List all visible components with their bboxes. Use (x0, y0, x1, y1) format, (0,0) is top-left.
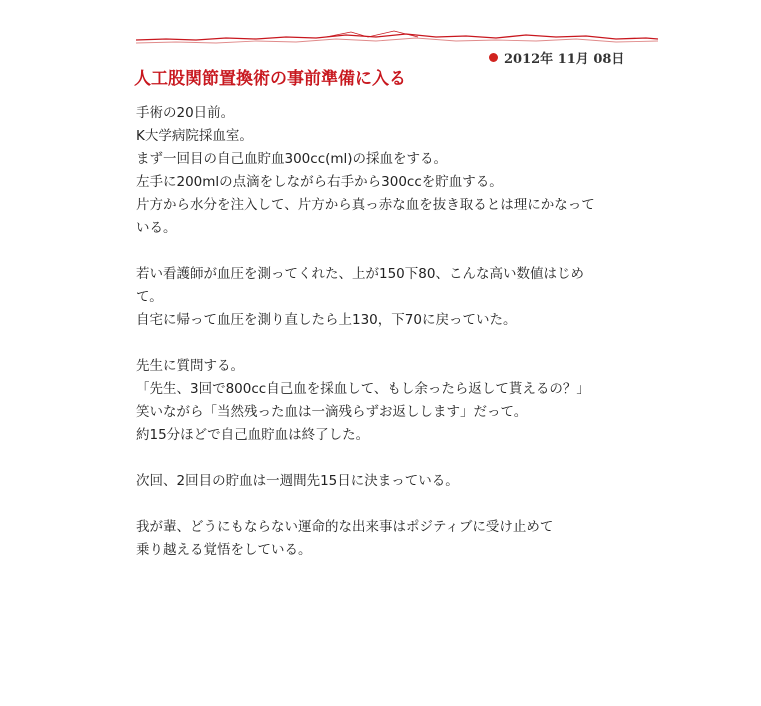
post-title: 人工股関節置換術の事前準備に入る (134, 69, 406, 89)
blank-line (136, 493, 641, 516)
post-body (136, 102, 641, 562)
body-line: 次回、2回目の貯血は一週間先15日に決まっている。 (136, 473, 459, 489)
body-line: て。 (136, 289, 163, 305)
body-line: 片方から水分を注入して、片方から真っ赤な血を抜き取るとは理にかなって (136, 197, 595, 213)
body-line: 自宅に帰って血圧を測り直したら上130，下70に戻っていた。 (136, 312, 517, 328)
blank-line (136, 447, 641, 470)
body-line: 笑いながら「当然残った血は一滴残らずお返しします」だって。 (136, 404, 528, 420)
bullet-dot-icon (489, 53, 498, 62)
body-line: 先生に質問する。 (136, 358, 244, 374)
body-line: 乗り越える覚悟をしている。 (136, 542, 312, 558)
header-decorative-line (136, 28, 658, 48)
blank-line (136, 240, 641, 263)
body-line: いる。 (136, 220, 177, 236)
body-line: 手術の20日前。 (136, 105, 235, 121)
post-date-text: 2012年 11月 08日 (504, 52, 625, 67)
post-date (489, 48, 624, 67)
body-line: 約15分ほどで自己血貯血は終了した。 (136, 427, 370, 443)
body-line: 左手に200mlの点滴をしながら右手から300ccを貯血する。 (136, 174, 503, 190)
body-line: 「先生、3回で800cc自己血を採血して、もし余ったら返して貰えるの？」 (136, 381, 590, 397)
body-line: 若い看護師が血圧を測ってくれた、上が150下80、こんな高い数値はじめ (136, 266, 584, 282)
body-line: 我が輩、どうにもならない運命的な出来事はポジティブに受け止めて (136, 519, 554, 535)
body-line: まず一回目の自己血貯血300cc(ml)の採血をする。 (136, 151, 448, 167)
blank-line (136, 332, 641, 355)
body-line: K大学病院採血室。 (136, 128, 253, 144)
